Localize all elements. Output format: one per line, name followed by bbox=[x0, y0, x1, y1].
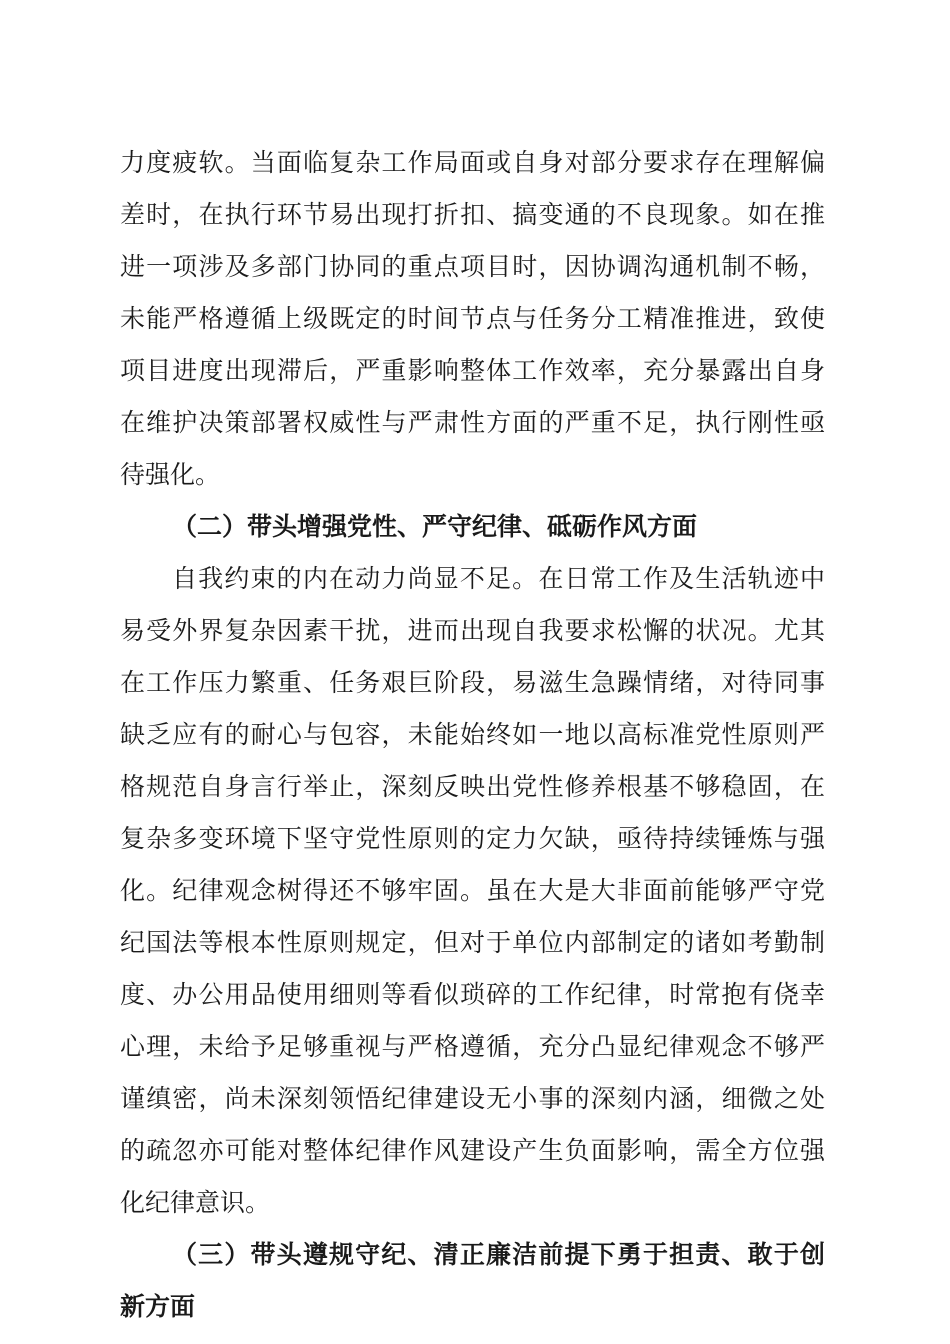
body-text-line: 进一项涉及多部门协同的重点项目时，因协调沟通机制不畅， bbox=[120, 252, 825, 281]
body-text-line: 在维护决策部署权威性与严肃性方面的严重不足，执行刚性亟 bbox=[120, 408, 825, 437]
section-heading-3: （三）带头遵规守纪、清正廉洁前提下勇于担责、敢于创 bbox=[172, 1240, 825, 1269]
section-heading-3-continued: 新方面 bbox=[120, 1292, 196, 1321]
body-text-line: 差时，在执行环节易出现打折扣、搞变通的不良现象。如在推 bbox=[120, 200, 825, 229]
body-text-line: 格规范自身言行举止，深刻反映出党性修养根基不够稳固，在 bbox=[120, 772, 825, 801]
body-text-line: 的疏忽亦可能对整体纪律作风建设产生负面影响，需全方位强 bbox=[120, 1136, 825, 1165]
body-text-line: 待强化。 bbox=[120, 460, 221, 489]
body-text-line: 力度疲软。当面临复杂工作局面或自身对部分要求存在理解偏 bbox=[120, 148, 825, 177]
body-text-line: 未能严格遵循上级既定的时间节点与任务分工精准推进，致使 bbox=[120, 304, 825, 333]
body-text-line: 纪国法等根本性原则规定，但对于单位内部制定的诸如考勤制 bbox=[120, 928, 825, 957]
body-text-line: 自我约束的内在动力尚显不足。在日常工作及生活轨迹中 bbox=[172, 564, 825, 593]
body-text-line: 在工作压力繁重、任务艰巨阶段，易滋生急躁情绪，对待同事 bbox=[120, 668, 825, 697]
body-text-line: 项目进度出现滞后，严重影响整体工作效率，充分暴露出自身 bbox=[120, 356, 825, 385]
section-heading-2: （二）带头增强党性、严守纪律、砥砺作风方面 bbox=[172, 512, 698, 541]
body-text-line: 缺乏应有的耐心与包容，未能始终如一地以高标准党性原则严 bbox=[120, 720, 825, 749]
body-text-line: 易受外界复杂因素干扰，进而出现自我要求松懈的状况。尤其 bbox=[120, 616, 825, 645]
body-text-line: 复杂多变环境下坚守党性原则的定力欠缺，亟待持续锤炼与强 bbox=[120, 824, 825, 853]
body-text-line: 度、办公用品使用细则等看似琐碎的工作纪律，时常抱有侥幸 bbox=[120, 980, 825, 1009]
body-text-line: 化。纪律观念树得还不够牢固。虽在大是大非面前能够严守党 bbox=[120, 876, 825, 905]
body-text-line: 谨缜密，尚未深刻领悟纪律建设无小事的深刻内涵，细微之处 bbox=[120, 1084, 825, 1113]
body-text-line: 心理，未给予足够重视与严格遵循，充分凸显纪律观念不够严 bbox=[120, 1032, 825, 1061]
body-text-line: 化纪律意识。 bbox=[120, 1188, 271, 1217]
